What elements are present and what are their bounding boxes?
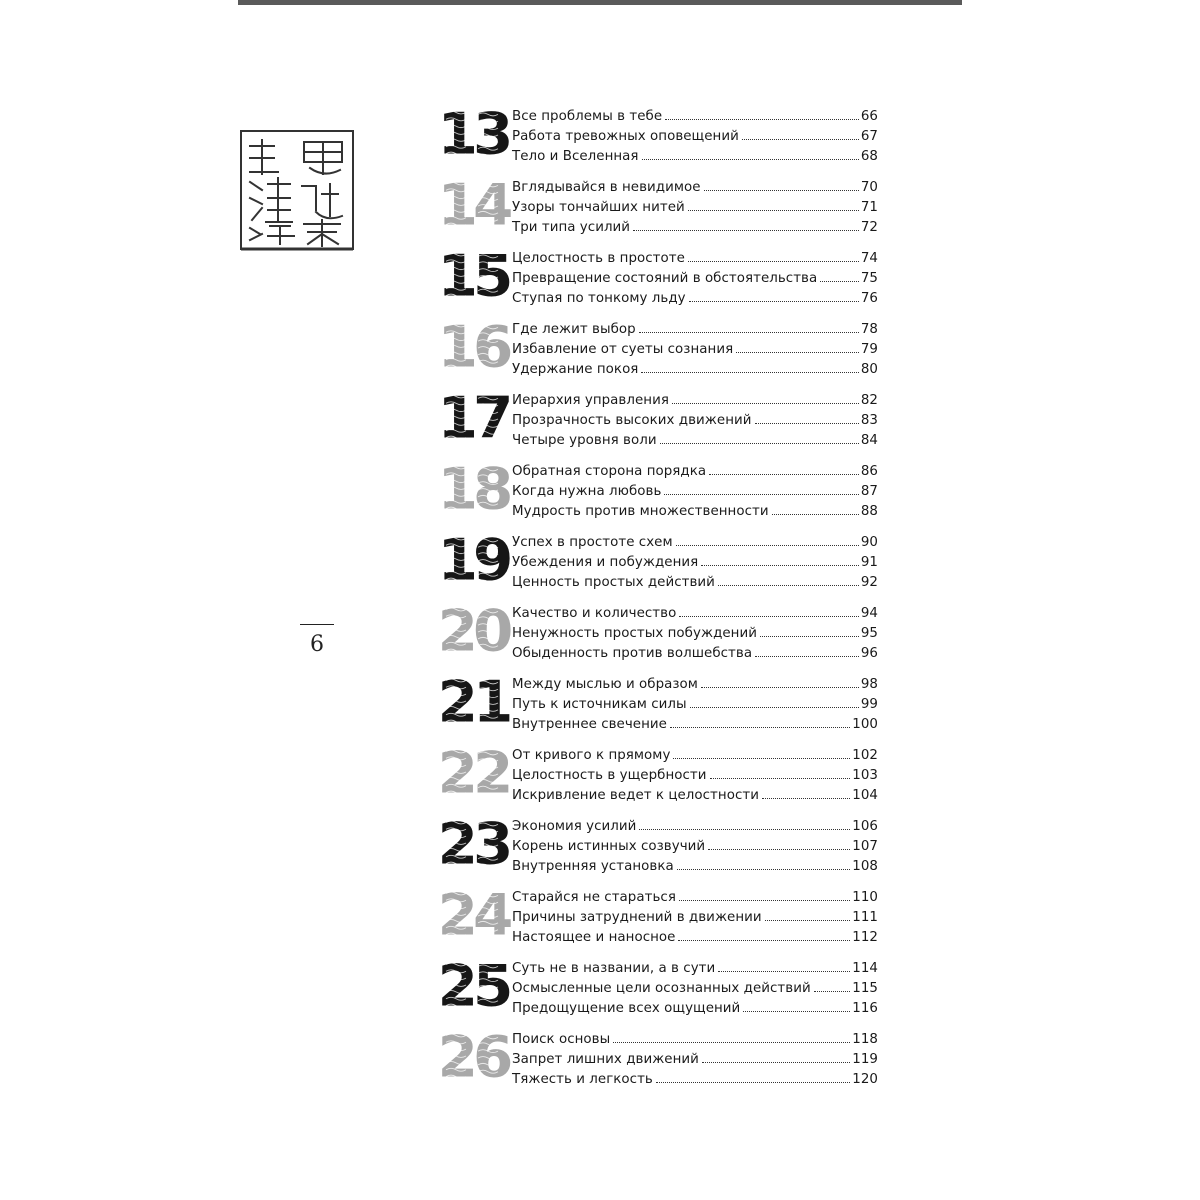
toc-entry-page: 71	[860, 200, 878, 215]
toc-entry-page: 67	[860, 129, 878, 144]
toc-entry[interactable]	[512, 127, 878, 147]
toc-entry[interactable]	[512, 462, 878, 482]
toc-entry-title: Внутренняя установка	[512, 859, 674, 874]
dot-leader	[673, 757, 850, 759]
dot-leader	[689, 300, 859, 302]
chapter-number-text: 18	[437, 455, 509, 523]
toc-entry-page: 92	[860, 575, 878, 590]
dot-leader	[678, 939, 850, 941]
dot-leader	[672, 402, 859, 404]
toc-entry-title: Предощущение всех ощущений	[512, 1001, 741, 1016]
dot-leader	[688, 209, 859, 211]
toc-entry-title: Превращение состояний в обстоятельства	[512, 271, 818, 286]
toc-entry[interactable]	[512, 888, 878, 908]
dot-leader	[633, 229, 859, 231]
toc-entry-page: 91	[860, 555, 878, 570]
chapter-number	[428, 455, 518, 523]
toc-entry-page: 76	[860, 291, 878, 306]
toc-entry[interactable]	[512, 766, 878, 786]
toc-entry-page: 87	[860, 484, 878, 499]
chapter-number-text: 15	[437, 242, 509, 310]
chapter-block	[420, 739, 880, 814]
toc-entry[interactable]	[512, 391, 878, 411]
chapter-entries	[512, 533, 878, 593]
chapter-number-text: 26	[437, 1023, 509, 1091]
toc-entry-page: 75	[860, 271, 878, 286]
toc-entry[interactable]	[512, 604, 878, 624]
dot-leader	[688, 260, 859, 262]
toc-entry[interactable]	[512, 837, 878, 857]
toc-entry-title: Обыденность против волшебства	[512, 646, 753, 661]
chapter-number-text: 22	[437, 739, 509, 807]
toc-entry[interactable]	[512, 178, 878, 198]
chapter-number-text: 23	[437, 810, 509, 878]
toc-entry[interactable]	[512, 431, 878, 451]
toc-entry-title: Где лежит выбор	[512, 322, 636, 337]
toc-entry-page: 120	[852, 1072, 878, 1087]
chapter-number	[428, 1023, 518, 1091]
dot-leader	[656, 1081, 850, 1083]
toc-entry-title: Иерархия управления	[512, 393, 669, 408]
dot-leader	[690, 706, 859, 708]
toc-entry-title: Настоящее и наносное	[512, 930, 676, 945]
chapter-entries	[512, 959, 878, 1019]
chapter-block	[420, 242, 880, 317]
toc-entry-title: Суть не в названии, а в сути	[512, 961, 716, 976]
toc-entry[interactable]	[512, 999, 878, 1019]
toc-entry[interactable]	[512, 1030, 878, 1050]
toc-entry-title: Экономия усилий	[512, 819, 637, 834]
toc-entry[interactable]	[512, 482, 878, 502]
toc-entry-page: 88	[860, 504, 878, 519]
toc-entry-page: 96	[860, 646, 878, 661]
toc-entry-page: 82	[860, 393, 878, 408]
chapter-number-text: 13	[437, 100, 509, 168]
chapter-entries	[512, 746, 878, 806]
toc-entry-page: 98	[860, 677, 878, 692]
chapter-entries	[512, 1030, 878, 1090]
chapter-number	[428, 739, 518, 807]
top-edge-bar	[238, 0, 962, 5]
chapter-number	[428, 952, 518, 1020]
chapter-number	[428, 313, 518, 381]
chapter-number-text: 19	[437, 526, 509, 594]
toc-entry[interactable]	[512, 289, 878, 309]
toc-entry[interactable]	[512, 320, 878, 340]
toc-entry-page: 104	[852, 788, 878, 803]
dot-leader	[710, 777, 851, 779]
dot-leader	[701, 564, 859, 566]
chapter-entries	[512, 249, 878, 309]
chapter-number	[428, 597, 518, 665]
chapter-block	[420, 384, 880, 459]
page-number-rule	[300, 624, 334, 625]
toc-entry[interactable]	[512, 928, 878, 948]
chapter-entries	[512, 888, 878, 948]
toc-entry-page: 79	[860, 342, 878, 357]
toc-entry-page: 80	[860, 362, 878, 377]
chapter-block	[420, 100, 880, 175]
toc-entry-title: Тяжесть и легкость	[512, 1072, 653, 1087]
chapter-entries	[512, 604, 878, 664]
dot-leader	[814, 990, 851, 992]
chapter-block	[420, 171, 880, 246]
chapter-block	[420, 455, 880, 530]
chapter-block	[420, 881, 880, 956]
toc-entry-title: Успех в простоте схем	[512, 535, 673, 550]
toc-entry-page: 102	[852, 748, 878, 763]
toc-entry[interactable]	[512, 411, 878, 431]
chapter-number	[428, 384, 518, 452]
dot-leader	[760, 635, 859, 637]
toc-entry[interactable]	[512, 817, 878, 837]
chapter-number-text: 17	[437, 384, 509, 452]
dot-leader	[736, 351, 859, 353]
dot-leader	[676, 544, 859, 546]
chapter-entries	[512, 817, 878, 877]
toc-entry[interactable]	[512, 218, 878, 238]
toc-entry-title: Причины затруднений в движении	[512, 910, 762, 925]
chapter-block	[420, 313, 880, 388]
toc-entry[interactable]	[512, 249, 878, 269]
dot-leader	[772, 513, 859, 515]
toc-entry-page: 72	[860, 220, 878, 235]
toc-entry[interactable]	[512, 198, 878, 218]
dot-leader	[670, 726, 850, 728]
dot-leader	[664, 493, 858, 495]
toc-entry-page: 115	[852, 981, 878, 996]
toc-entry[interactable]	[512, 624, 878, 644]
toc-entry-title: Целостность в простоте	[512, 251, 685, 266]
toc-entry[interactable]	[512, 360, 878, 380]
dot-leader	[708, 848, 850, 850]
toc-entry-title: Удержание покоя	[512, 362, 639, 377]
toc-entry-title: Обратная сторона порядка	[512, 464, 707, 479]
toc-entry-title: Корень истинных созвучий	[512, 839, 706, 854]
chapter-block	[420, 810, 880, 885]
toc-entry-page: 118	[852, 1032, 878, 1047]
dot-leader	[679, 899, 850, 901]
toc-entry[interactable]	[512, 1070, 878, 1090]
table-of-contents	[420, 100, 880, 1098]
dot-leader	[718, 584, 859, 586]
toc-entry[interactable]	[512, 786, 878, 806]
dot-leader	[641, 371, 858, 373]
dot-leader	[660, 442, 859, 444]
toc-entry-page: 90	[860, 535, 878, 550]
chapter-entries	[512, 462, 878, 522]
chapter-block	[420, 1023, 880, 1098]
toc-entry-page: 94	[860, 606, 878, 621]
toc-entry[interactable]	[512, 107, 878, 127]
dot-leader	[718, 970, 850, 972]
dot-leader	[613, 1041, 850, 1043]
toc-entry-title: Запрет лишних движений	[512, 1052, 699, 1067]
toc-entry[interactable]	[512, 1050, 878, 1070]
toc-entry-title: Избавление от суеты сознания	[512, 342, 734, 357]
dot-leader	[755, 655, 859, 657]
toc-entry-page: 119	[852, 1052, 878, 1067]
toc-entry[interactable]	[512, 746, 878, 766]
toc-entry[interactable]	[512, 269, 878, 289]
chapter-number	[428, 810, 518, 878]
toc-entry[interactable]	[512, 147, 878, 167]
toc-entry-title: Старайся не стараться	[512, 890, 676, 905]
toc-entry-page: 68	[860, 149, 878, 164]
toc-entry-title: Искривление ведет к целостности	[512, 788, 759, 803]
dot-leader	[820, 280, 859, 282]
toc-entry-title: Ненужность простых побуждений	[512, 626, 757, 641]
chapter-entries	[512, 178, 878, 238]
chapter-number-text: 20	[437, 597, 509, 665]
chapter-entries	[512, 107, 878, 167]
toc-entry[interactable]	[512, 644, 878, 664]
dot-leader	[755, 422, 859, 424]
toc-entry-title: Тело и Вселенная	[512, 149, 639, 164]
toc-entry[interactable]	[512, 959, 878, 979]
dot-leader	[742, 138, 859, 140]
chapter-block	[420, 952, 880, 1027]
toc-entry-title: Все проблемы в тебе	[512, 109, 663, 124]
chapter-number-text: 24	[437, 881, 509, 949]
toc-entry[interactable]	[512, 979, 878, 999]
toc-entry-page: 70	[860, 180, 878, 195]
toc-entry[interactable]	[512, 695, 878, 715]
toc-entry-page: 108	[852, 859, 878, 874]
dot-leader	[665, 118, 859, 120]
toc-entry-page: 110	[852, 890, 878, 905]
dot-leader	[704, 189, 859, 191]
chapter-entries	[512, 675, 878, 735]
toc-entry[interactable]	[512, 533, 878, 553]
chapter-block	[420, 526, 880, 601]
toc-entry-title: Внутреннее свечение	[512, 717, 667, 732]
toc-entry-title: Мудрость против множественности	[512, 504, 769, 519]
chapter-number	[428, 171, 518, 239]
dot-leader	[743, 1010, 850, 1012]
toc-entry-title: Когда нужна любовь	[512, 484, 662, 499]
dot-leader	[677, 868, 851, 870]
toc-entry[interactable]	[512, 908, 878, 928]
toc-entry-page: 116	[852, 1001, 878, 1016]
chapter-number-text: 21	[437, 668, 509, 736]
toc-entry-page: 114	[852, 961, 878, 976]
chapter-block	[420, 668, 880, 743]
chapter-number	[428, 668, 518, 736]
toc-entry-title: Три типа усилий	[512, 220, 631, 235]
chapter-number	[428, 100, 518, 168]
toc-entry-title: Четыре уровня воли	[512, 433, 657, 448]
chapter-entries	[512, 320, 878, 380]
chapter-number-text: 16	[437, 313, 509, 381]
dot-leader	[765, 919, 851, 921]
chapter-number	[428, 242, 518, 310]
toc-entry-title: Прозрачность высоких движений	[512, 413, 752, 428]
chapter-number	[428, 526, 518, 594]
toc-entry-title: Качество и количество	[512, 606, 677, 621]
dot-leader	[709, 473, 859, 475]
toc-entry-title: От кривого к прямому	[512, 748, 671, 763]
toc-entry-page: 99	[860, 697, 878, 712]
toc-entry-title: Ценность простых действий	[512, 575, 715, 590]
chapter-entries	[512, 391, 878, 451]
seal-stamp-icon	[238, 128, 356, 252]
toc-entry-title: Путь к источникам силы	[512, 697, 687, 712]
page-number: 6	[310, 632, 324, 657]
toc-entry-page: 83	[860, 413, 878, 428]
toc-entry-page: 78	[860, 322, 878, 337]
toc-entry[interactable]	[512, 573, 878, 593]
toc-entry-title: Поиск основы	[512, 1032, 611, 1047]
toc-entry-page: 103	[852, 768, 878, 783]
dot-leader	[762, 797, 850, 799]
dot-leader	[639, 828, 850, 830]
chapter-block	[420, 597, 880, 672]
toc-entry-page: 112	[852, 930, 878, 945]
toc-entry-page: 106	[852, 819, 878, 834]
toc-entry[interactable]	[512, 857, 878, 877]
toc-entry-page: 84	[860, 433, 878, 448]
toc-entry[interactable]	[512, 715, 878, 735]
chapter-number-text: 14	[437, 171, 509, 239]
toc-entry-title: Целостность в ущербности	[512, 768, 707, 783]
dot-leader	[702, 1061, 850, 1063]
chapter-number	[428, 881, 518, 949]
toc-entry-title: Ступая по тонкому льду	[512, 291, 686, 306]
toc-entry[interactable]	[512, 340, 878, 360]
toc-entry[interactable]	[512, 502, 878, 522]
toc-entry-title: Убеждения и побуждения	[512, 555, 699, 570]
toc-entry-title: Между мыслью и образом	[512, 677, 698, 692]
toc-entry-page: 100	[852, 717, 878, 732]
toc-entry-page: 111	[852, 910, 878, 925]
dot-leader	[639, 331, 859, 333]
toc-entry-title: Вглядывайся в невидимое	[512, 180, 701, 195]
toc-entry-page: 86	[860, 464, 878, 479]
toc-entry-title: Работа тревожных оповещений	[512, 129, 739, 144]
dot-leader	[679, 615, 859, 617]
toc-entry-page: 74	[860, 251, 878, 266]
toc-entry[interactable]	[512, 675, 878, 695]
toc-entry-title: Узоры тончайших нитей	[512, 200, 685, 215]
chapter-number-text: 25	[437, 952, 509, 1020]
dot-leader	[701, 686, 859, 688]
toc-entry-page: 66	[860, 109, 878, 124]
toc-entry-title: Осмысленные цели осознанных действий	[512, 981, 811, 996]
dot-leader	[642, 158, 859, 160]
toc-entry[interactable]	[512, 553, 878, 573]
toc-entry-page: 95	[860, 626, 878, 641]
toc-entry-page: 107	[852, 839, 878, 854]
